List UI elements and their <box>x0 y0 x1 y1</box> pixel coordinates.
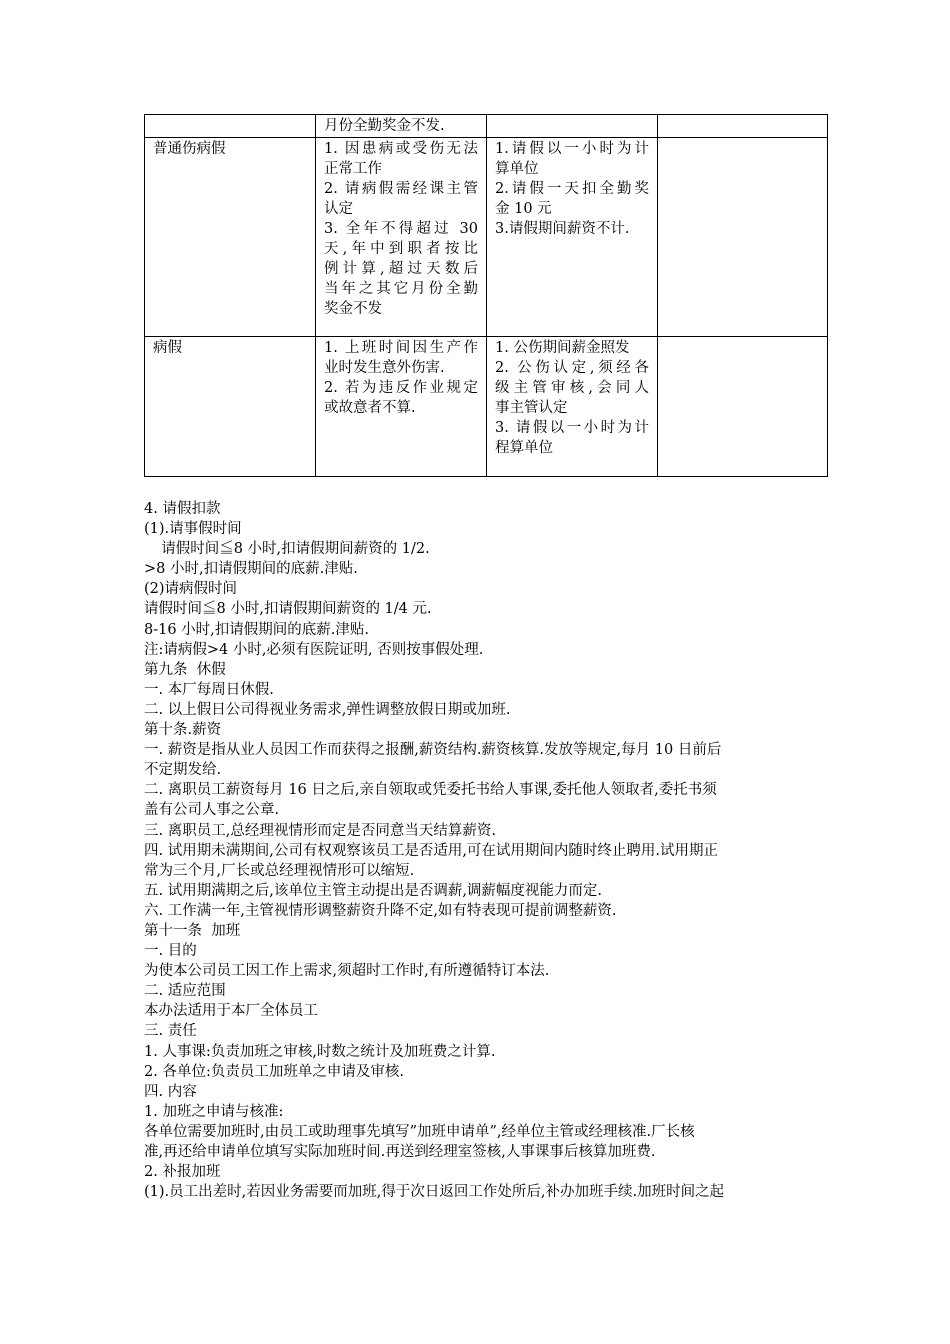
paragraph: 8-16 小时,扣请假期间的底薪.津贴. <box>144 621 370 638</box>
paragraph: 各单位需要加班时,由员工或助理事先填写”加班申请单”,经单位主管或经理核准.厂长核 <box>144 1123 695 1140</box>
section-heading: 第十一条 加班 <box>144 922 241 939</box>
paragraph: 三. 离职员工,总经理视情形而定是否同意当天结算薪资. <box>144 822 496 839</box>
paragraph: 一. 目的 <box>144 943 197 960</box>
paragraph: (2)请病假时间 <box>144 581 238 598</box>
paragraph: 二. 适应范围 <box>144 983 226 1000</box>
deduction-cell: 1.请假以一小时为计 算单位 2.请假一天扣全勤奖 金 10 元 3.请假期间薪资不计. <box>487 138 658 337</box>
paragraph: 盖有公司人事之公章. <box>144 802 280 819</box>
deduction-cell: 1. 公伤期间薪金照发 2. 公伤认定,须经各 级主管审核,会同人 事主管认定 3. 请假以一小时为计 程算单位 <box>487 337 658 477</box>
paragraph: 三. 责任 <box>144 1023 197 1040</box>
paragraph: 1. 人事课:负责加班之审核,时数之统计及加班费之计算. <box>144 1043 496 1060</box>
body-text <box>144 499 826 1202</box>
paragraph: 准,再还给申请单位填写实际加班时间.再送到经理室签核,人事课事后核算加班费. <box>144 1144 656 1160</box>
section-heading: 第十条.薪资 <box>144 722 222 739</box>
deduction-cell <box>487 115 658 138</box>
leave-policy-table <box>144 114 828 477</box>
paragraph: 本办法适用于本厂全体员工 <box>144 1003 318 1020</box>
table-row <box>145 337 828 477</box>
section-heading: 4. 请假扣款 <box>144 501 221 517</box>
paragraph: 不定期发给. <box>144 762 222 779</box>
paragraph: 2. 各单位:负责员工加班单之申请及审核. <box>144 1063 404 1080</box>
paragraph: 一. 薪资是指从业人员因工作而获得之报酬,薪资结构.薪资核算.发放等规定,每月 10 日前后 <box>144 742 722 759</box>
paragraph: 二. 离职员工薪资每月 16 日之后,亲自领取或凭委托书给人事课,委托他人领取者,委托书须 <box>144 782 717 799</box>
paragraph: 一. 本厂每周日休假. <box>144 681 274 698</box>
table-row <box>145 115 828 138</box>
rule-cell: 月份全勤奖金不发. <box>316 115 487 138</box>
paragraph: 1. 加班之申请与核准: <box>144 1103 284 1120</box>
paragraph: (1).请事假时间 <box>144 521 242 538</box>
leave-type-cell <box>145 115 316 138</box>
leave-type-cell: 普通伤病假 <box>145 138 316 337</box>
paragraph: >8 小时,扣请假期间的底薪.津贴. <box>144 561 358 578</box>
remark-cell <box>658 337 828 477</box>
remark-cell <box>658 115 828 138</box>
paragraph: 常为三个月,厂长或总经理视情形可以缩短. <box>144 862 415 879</box>
paragraph: 四. 内容 <box>144 1083 197 1100</box>
paragraph: 四. 试用期未满期间,公司有权观察该员工是否适用,可在试用期间内随时终止聘用.试用期正 <box>144 842 719 859</box>
paragraph: 2. 补报加班 <box>144 1164 221 1181</box>
section-heading: 第九条 休假 <box>144 661 226 678</box>
paragraph: 二. 以上假日公司得视业务需求,弹性调整放假日期或加班. <box>144 701 511 718</box>
paragraph: 请假时间≦8 小时,扣请假期间薪资的 1/2. <box>152 541 430 558</box>
table-row <box>145 138 828 337</box>
paragraph: 注:请病假>4 小时,必须有医院证明, 否则按事假处理. <box>144 641 484 658</box>
paragraph: 请假时间≦8 小时,扣请假期间薪资的 1/4 元. <box>144 601 432 618</box>
paragraph: 五. 试用期满期之后,该单位主管主动提出是否调薪,调薪幅度视能力而定. <box>144 882 603 899</box>
document-page <box>144 114 826 1202</box>
paragraph: 为使本公司员工因工作上需求,须超时工作时,有所遵循特订本法. <box>144 963 550 980</box>
rule-cell: 1. 因患病或受伤无法 正常工作 2. 请病假需经课主管 认定 3. 全年不得超过 30 天,年中到职者按比 例计算,超过天数后 当年之其它月份全勤 奖金不发 <box>316 138 487 337</box>
paragraph: (1).员工出差时,若因业务需要而加班,得于次日返回工作处所后,补办加班手续.加班时间之起 <box>144 1184 725 1201</box>
rule-cell: 1. 上班时间因生产作 业时发生意外伤害. 2. 若为违反作业规定 或故意者不算. <box>316 337 487 477</box>
remark-cell <box>658 138 828 337</box>
leave-type-cell: 病假 <box>145 337 316 477</box>
paragraph: 六. 工作满一年,主管视情形调整薪资升降不定,如有特表现可提前调整薪资. <box>144 902 617 919</box>
